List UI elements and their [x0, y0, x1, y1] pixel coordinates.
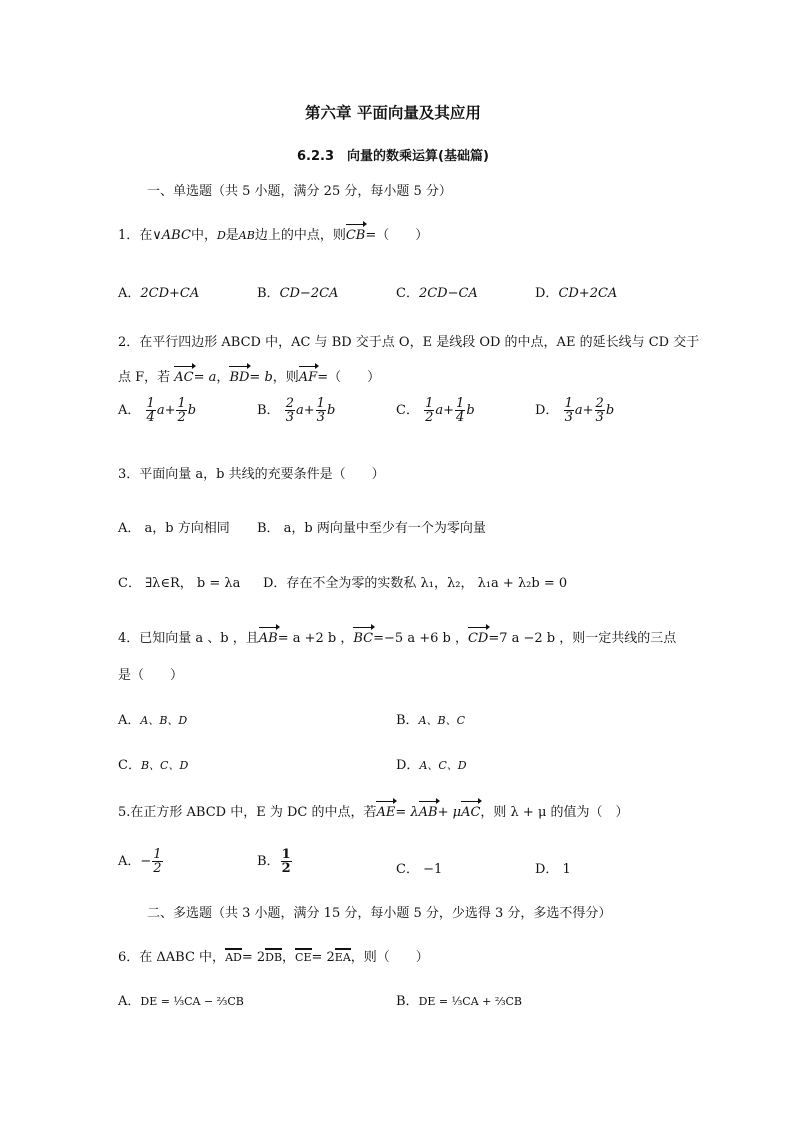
q5-lambda: = λ: [395, 805, 419, 820]
q2-vector-af: AF: [298, 370, 318, 385]
q6-eq: = 2: [311, 950, 335, 965]
q1-text: 边上的中点，则: [254, 228, 346, 243]
q5-text-end: ，则 λ + μ 的值为（ ）: [480, 805, 629, 820]
vector-a: a: [295, 403, 304, 418]
q5-option-c: C． −1: [396, 862, 443, 877]
q3-option-c: C． ∃λ∈R， b = λa: [118, 576, 241, 591]
option-text: B、C、D: [140, 759, 189, 772]
option-text: A、B、D: [140, 714, 188, 727]
fraction: $\frac{1}{3}$: [316, 396, 325, 425]
option-text: CD−2CA: [279, 286, 339, 301]
q4-text: = a +2 b ，: [277, 631, 354, 646]
fraction: $\frac{1}{4}$: [456, 396, 465, 425]
q2-line1: 2．在平行四边形 ABCD 中，AC 与 BD 交于点 O，E 是线段 OD 的中点，AE 的延长线与 CD 交于: [118, 335, 700, 350]
q6-option-b: [396, 990, 522, 1009]
q6-text: 6．在 ΔABC 中，: [118, 950, 226, 965]
vector-a: a: [574, 403, 583, 418]
q4-text: =−5 a +6 b ，: [373, 631, 468, 646]
option-letter: C．: [396, 286, 419, 301]
fraction: $\frac{1}{4}$: [146, 396, 155, 425]
vector-a: a: [156, 403, 165, 418]
q5-option-b: [257, 848, 293, 875]
q6-text-end: ，则（ ）: [350, 950, 429, 965]
q3-option-a: A． a，b 方向相同: [118, 521, 230, 536]
q2-option-b: B． $\frac{2}{3}$ a+ $\frac{1}{3}$ b: [257, 396, 336, 425]
fraction: $\frac{1}{2}$: [153, 847, 162, 876]
q4-option-b: [396, 709, 465, 728]
vector-b: b: [326, 403, 336, 418]
option-text: A、C、D: [419, 759, 467, 772]
q4-line1: [118, 627, 676, 646]
q3-option-b: B． a，b 两向量中至少有一个为零向量: [257, 521, 486, 536]
section-title: 6.2.3 向量的数乘运算(基础篇): [297, 149, 489, 164]
option-letter: B．: [257, 854, 280, 869]
part1-heading: 一、单选题（共 5 小题，满分 25 分，每小题 5 分）: [147, 184, 452, 199]
vector-b: b: [466, 403, 475, 418]
q2-vector-ac: AC: [174, 370, 194, 385]
q2-vector-bd: BD: [229, 370, 250, 385]
q1-option-b: [257, 282, 338, 301]
option-letter: D．: [535, 403, 559, 418]
q6-vector-db: DB: [265, 948, 282, 964]
q1-text: 中，: [190, 228, 217, 243]
q6-vector-ad: AD: [225, 948, 242, 964]
option-letter: A．: [118, 994, 141, 1009]
fraction: $\frac{1}{2}$: [281, 847, 291, 876]
q2-eq-b: = b: [249, 370, 273, 385]
q1-segment-ab: AB: [238, 229, 255, 242]
option-letter: A．: [118, 713, 141, 728]
q4-line2: 是（ ）: [118, 668, 184, 683]
option-letter: D．: [535, 286, 559, 301]
option-text: 2CD+CA: [140, 286, 200, 301]
q6-option-a: [118, 990, 244, 1009]
option-letter: B．: [396, 994, 419, 1009]
q5-option-a: [118, 848, 164, 875]
option-text: DE = ⅓CA + ⅔CB: [418, 995, 523, 1008]
fraction: $\frac{2}{3}$: [285, 396, 294, 425]
option-letter: C．: [118, 758, 141, 773]
q2-option-a: A． $\frac{1}{4}$ a+ $\frac{1}{2}$ b: [118, 396, 197, 425]
vector-b: b: [605, 403, 615, 418]
q2-text: 点 F，若: [118, 370, 171, 385]
q1-option-a: [118, 282, 199, 301]
q6-comma: ，: [282, 950, 296, 965]
q6-vector-ea: EA: [335, 948, 351, 964]
q5-option-d: D． 1: [535, 862, 571, 877]
q6-stem: [118, 946, 429, 965]
q6-eq: = 2: [241, 950, 266, 965]
option-letter: A．: [118, 286, 141, 301]
q2-text-end: =（ ）: [317, 370, 381, 385]
option-letter: B．: [257, 403, 280, 418]
q5-mu: + μ: [437, 805, 462, 820]
q2-line2: 点 F，若 AC= a，BD= b，则AF=（ ）: [118, 370, 381, 385]
q1-text-end: =（ ）: [365, 228, 429, 243]
fraction: $\frac{1}{3}$: [564, 396, 573, 425]
q1-text: 是: [225, 228, 239, 243]
q1-option-c: [396, 282, 478, 301]
q5-vector-ac: AC: [461, 805, 481, 820]
part2-heading: 二、多选题（共 3 小题，满分 15 分，每小题 5 分，少选得 3 分，多选不得分）: [147, 906, 612, 921]
option-text: A、B、C: [418, 714, 466, 727]
option-text: CD+2CA: [558, 286, 618, 301]
fraction: $\frac{1}{2}$: [177, 396, 186, 425]
q4-option-c: [118, 754, 188, 773]
q4-vector-bc: BC: [353, 631, 374, 646]
q4-option-a: [118, 709, 187, 728]
q3-stem: 3．平面向量 a，b 共线的充要条件是（ ）: [118, 467, 385, 482]
q5-text: 5.在正方形 ABCD 中，E 为 DC 的中点，若: [118, 805, 377, 820]
q2-option-d: D． $\frac{1}{3}$ a+ $\frac{2}{3}$ b: [535, 396, 615, 425]
q1-point-d: D: [216, 229, 226, 242]
q2-eq-a: = a: [193, 370, 217, 385]
option-letter: A．: [118, 403, 141, 418]
q4-text: =7 a −2 b ，则一定共线的三点: [488, 631, 677, 646]
option-letter: C．: [396, 403, 419, 418]
option-text: DE = ⅓CA − ⅔CB: [140, 995, 244, 1008]
q2-text: ，则: [272, 370, 299, 385]
q2-option-c: C． $\frac{1}{2}$ a+ $\frac{1}{4}$ b: [396, 396, 475, 425]
q4-text: 4．已知向量 a 、b ，且: [118, 631, 259, 646]
chapter-title: 第六章 平面向量及其应用: [305, 104, 481, 122]
vector-b: b: [187, 403, 197, 418]
q3-option-d: D．存在不全为零的实数私 λ₁，λ₂， λ₁a + λ₂b = 0: [263, 576, 568, 591]
minus-sign: −: [140, 854, 152, 869]
q1-option-d: [535, 282, 617, 301]
option-letter: D．: [396, 758, 420, 773]
fraction: $\frac{1}{2}$: [425, 396, 434, 425]
fraction: $\frac{2}{3}$: [595, 396, 604, 425]
q6-vector-ce: CE: [295, 948, 311, 964]
q4-option-d: [396, 754, 467, 773]
option-letter: B．: [257, 286, 280, 301]
q1-num: 1．在: [118, 228, 153, 243]
option-text: 2CD−CA: [418, 286, 478, 301]
q1-triangle: ∨ABC: [152, 228, 191, 243]
option-letter: B．: [396, 713, 419, 728]
q5-vector-ab: AB: [418, 805, 438, 820]
q5-vector-ae: AE: [376, 805, 396, 820]
question-1: [118, 224, 428, 243]
vector-a: a: [435, 403, 444, 418]
q4-vector-ab: AB: [258, 631, 278, 646]
option-letter: A．: [118, 854, 141, 869]
q5-stem: [118, 801, 629, 820]
q1-vector-cb: CB: [345, 228, 366, 243]
q4-vector-cd: CD: [467, 631, 489, 646]
